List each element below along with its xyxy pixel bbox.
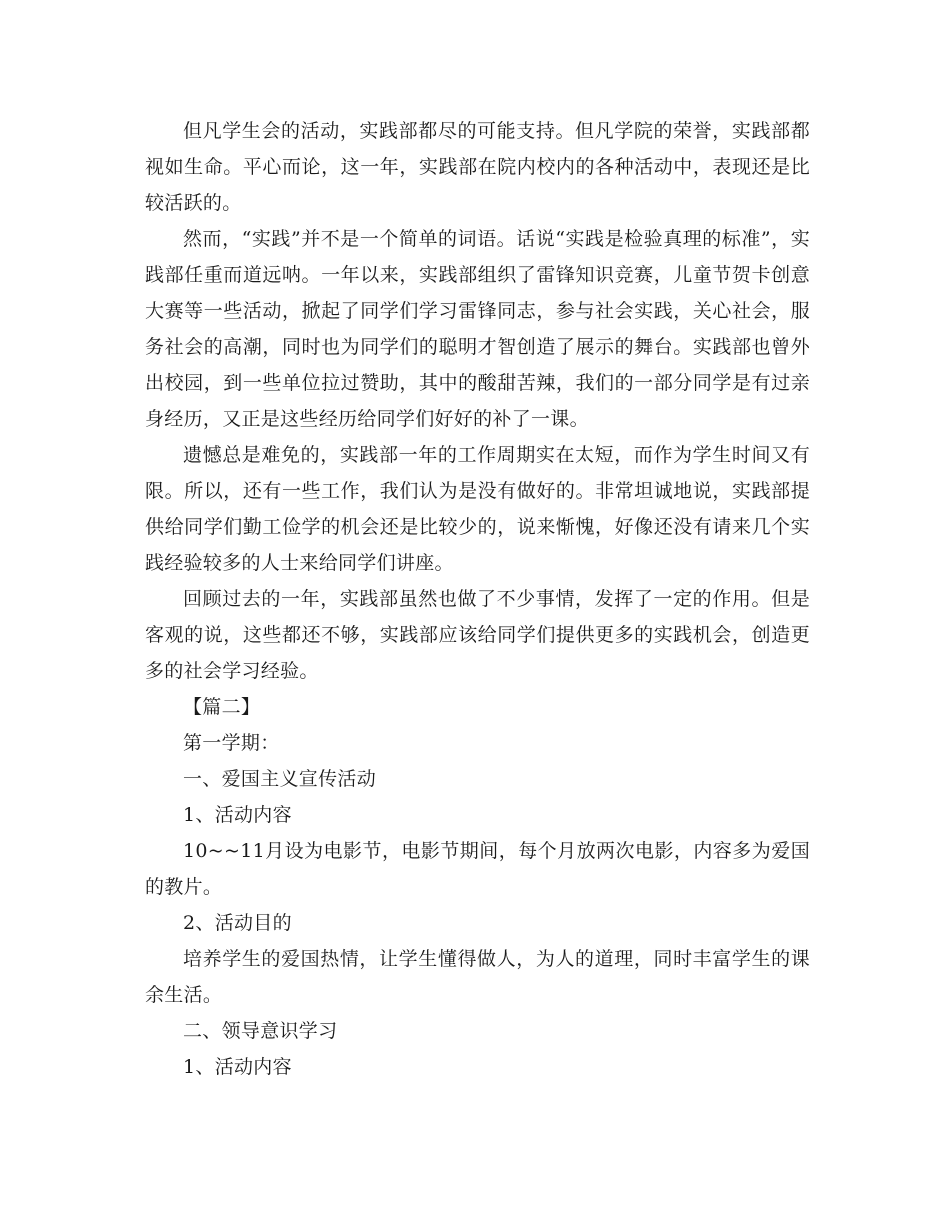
paragraph-practice-support: 但凡学生会的活动，实践部都尽的可能支持。但凡学院的荣誉，实践部都视如生命。平心而论，这一年，实践部在院内校内的各种活动中，表现还是比较活跃的。 <box>145 120 810 214</box>
subheading-activity-content-2: 1、活动内容 <box>183 1056 292 1078</box>
item-heading-patriotism: 一、爱国主义宣传活动 <box>183 768 377 790</box>
subheading-activity-content: 1、活动内容 <box>183 804 292 826</box>
paragraph-review: 回顾过去的一年，实践部虽然也做了不少事情，发挥了一定的作用。但是客观的说，这些都还不够，实践部应该给同学们提供更多的实践机会，创造更多的社会学习经验。 <box>145 588 810 682</box>
paragraph-regrets: 遗憾总是难免的，实践部一年的工作周期实在太短，而作为学生时间又有限。所以，还有一些工作，我们认为是没有做好的。非常坦诚地说，实践部提供给同学们勤工俭学的机会还是比较少的，说来惭愧，好像还没有请来几个实践经验较多的人士来给同学们讲座。 <box>145 444 810 574</box>
document-body <box>145 113 810 1085</box>
semester-heading: 第一学期： <box>183 732 280 754</box>
paragraph-practice-meaning: 然而，“实践”并不是一个简单的词语。话说“实践是检验真理的标准”，实践部任重而道远呐。一年以来，实践部组织了雷锋知识竞赛，儿童节贺卡创意大赛等一些活动，掀起了同学们学习雷锋同志，参与社会实践，关心社会，服务社会的高潮，同时也为同学们的聪明才智创造了展示的舞台。实践部也曾外出校园，到一些单位拉过赞助，其中的酸甜苦辣，我们的一部分同学是有过亲身经历，又正是这些经历给同学们好好的补了一课。 <box>145 228 810 430</box>
section-heading-part-two: 【篇二】 <box>183 696 261 718</box>
item-heading-leadership: 二、领导意识学习 <box>183 1020 338 1042</box>
paragraph-purpose: 培养学生的爱国热情，让学生懂得做人，为人的道理，同时丰富学生的课余生活。 <box>145 948 810 1006</box>
paragraph-film-festival: 10~~11月设为电影节，电影节期间，每个月放两次电影，内容多为爱国的教片。 <box>145 840 810 898</box>
subheading-activity-purpose: 2、活动目的 <box>183 912 292 934</box>
